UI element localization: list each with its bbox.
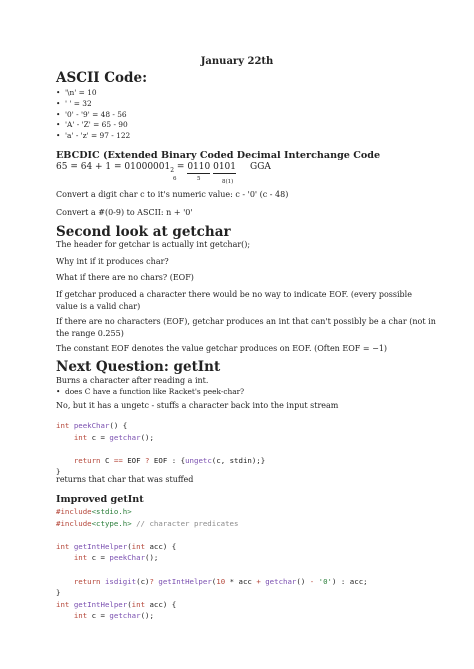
list-item: • '0' - '9' = 48 - 56 bbox=[56, 110, 130, 121]
ebcdic-heading: EBCDIC (Extended Binary Coded Decimal Interchange Code bbox=[56, 150, 381, 161]
list-item: • 'a' - 'z' = 97 - 122 bbox=[56, 131, 130, 142]
brace-label-1: 6 bbox=[173, 176, 177, 182]
convert-ascii-text: Convert a #(0-9) to ASCII: n + '0' bbox=[56, 208, 193, 217]
paragraph: What if there are no chars? (EOF) bbox=[56, 273, 194, 282]
list-item: • 'A' - 'Z' = 65 - 90 bbox=[56, 120, 130, 131]
code-block-getint: #include<stdio.h> #include<ctype.h> // character predicates int getIntHelper(int acc) { int c = peekChar(); return isdigit(c)? getIntHelper(10 * acc + getchar() - '0') : acc; } int getIntHelper(int acc) { int c = getchar(); bbox=[56, 507, 368, 621]
list-item: • '\n' = 10 bbox=[56, 88, 130, 99]
equation-tail: GGA bbox=[250, 162, 271, 172]
list-item: • does C have a function like Racket's peek-char? bbox=[56, 387, 244, 398]
next-question-heading: Next Question: getInt bbox=[56, 359, 221, 375]
paragraph: Burns a character after reading a int. bbox=[56, 376, 209, 385]
brace-label-3: 8(1) bbox=[222, 179, 234, 185]
paragraph: The constant EOF denotes the value getchar produces on EOF. (Often EOF = −1) bbox=[56, 344, 388, 353]
second-look-heading: Second look at getchar bbox=[56, 224, 231, 240]
ascii-heading: ASCII Code: bbox=[56, 70, 148, 86]
paragraph: returns that char that was stuffed bbox=[56, 475, 194, 484]
equation-equals: = bbox=[174, 162, 188, 172]
equation-lhs: 65 = 64 + 1 = 01000001 bbox=[56, 162, 171, 172]
paragraph: No, but it has a ungetc - stuffs a character back into the input stream bbox=[56, 401, 339, 410]
improved-heading: Improved getInt bbox=[56, 494, 144, 505]
paragraph: Why int if it produces char? bbox=[56, 257, 169, 266]
brace-label-2: 5 bbox=[197, 176, 201, 182]
ascii-list bbox=[56, 88, 130, 142]
paragraph: If there are no characters (EOF), getchar produces an int that can't possibly be a char (not in the range 0.255) bbox=[56, 317, 436, 338]
convert-digit-text: Convert a digit char c to it's numeric value: c - '0' (c - 48) bbox=[56, 190, 289, 199]
equation-group-2: 0101 bbox=[213, 162, 237, 172]
paragraph: If getchar produced a character there would be no way to indicate EOF. (every possible value is a valid char) bbox=[56, 290, 412, 311]
next-question-list bbox=[56, 387, 244, 398]
paragraph: The header for getchar is actually int getchar(); bbox=[56, 240, 251, 249]
code-block-peekchar: int peekChar() { int c = getchar(); return C == EOF ? EOF : {ungetc(c, stdin);} } bbox=[56, 421, 266, 477]
equation-group-1: 0110 bbox=[187, 162, 211, 172]
list-item: • ' ' = 32 bbox=[56, 99, 130, 110]
document-date: January 22th bbox=[200, 56, 274, 67]
equation-subscript: 2 bbox=[170, 166, 175, 174]
ebcdic-equation bbox=[56, 162, 271, 174]
